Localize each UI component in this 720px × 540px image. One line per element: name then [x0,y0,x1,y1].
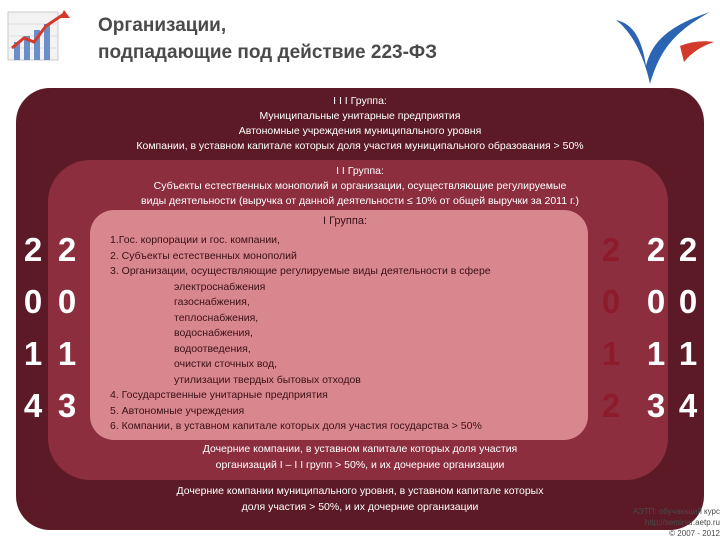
group-1-subitem: водоотведения, [174,342,251,355]
page-title [98,12,437,66]
year-digit: 2 [23,231,43,268]
year-digit: 1 [23,335,43,372]
year-digit: 0 [601,283,621,320]
group-1-item: 1.Гос. корпорации и гос. компании, [110,234,280,246]
group-1-subitem: газоснабжения, [174,296,250,308]
title-line-2: подпадающие под действие 223-ФЗ [98,42,438,63]
daughter-mid-line: Дочерние компании, в уставном капитале которых доля участия [202,443,518,455]
group-1-item: 4. Государственные унитарные предприятия [110,389,328,401]
year-digit: 1 [57,335,77,372]
year-digit: 0 [57,283,77,320]
year-2014-left [22,224,44,432]
year-digit: 4 [23,387,43,424]
daughter-mid-line: организаций I – I I групп > 50%, и их дочерние организации [215,459,505,471]
group-2-line: Субъекты естественных монополий и организации, осуществляющие регулируемые [153,180,567,192]
group-1-subitem: утилизации твердых бытовых отходов [174,373,361,386]
group-2-title: I I Группа: [336,165,384,177]
year-2013-right [645,224,667,432]
group-1-title: I Группа: [322,215,368,227]
growth-chart-icon [6,8,74,68]
group-2-line: виды деятельности (выручка от данной деятельности ≤ 10% от общей выручки за 2011 г.) [141,195,579,207]
group-3-line: Муниципальные унитарные предприятия [259,110,461,122]
year-digit: 0 [23,283,43,320]
group-1-item: 3. Организации, осуществляющие регулируемые виды деятельности в сфере [110,265,491,277]
year-digit: 2 [601,231,621,268]
swoosh-logo-icon [610,6,716,88]
group-1-subitem: электроснабжения [174,280,266,293]
year-digit: 0 [646,283,666,320]
daughter-outer-line: доля участия > 50%, и их дочерние организации [241,501,479,513]
year-digit: 1 [646,335,666,372]
year-2014-right [677,224,699,432]
group-1-subitem: водоснабжения, [174,327,253,339]
year-2013-left [56,224,78,432]
group-1-item: 2. Субъекты естественных монополий [110,249,297,262]
credit-footer [612,506,720,539]
group-3-line: Компании, в уставном капитале которых доля участия муниципального образования > 50% [136,140,584,152]
year-digit: 4 [678,387,698,424]
group-1-subitem: очистки сточных вод, [174,358,278,370]
group-1-list [110,233,580,435]
credit-link[interactable]: http://seminar.aetp.ru [644,518,720,527]
group-1-item: 5. Автономные учреждения [110,404,245,417]
group-3-line: Автономные учреждения муниципального уровня [238,125,482,137]
year-digit: 2 [601,387,621,424]
year-digit: 0 [678,283,698,320]
group-1-item: 6. Компании, в уставном капитале которых доля участия государства > 50% [110,420,482,432]
year-digit: 3 [646,387,666,424]
group-3-title: I I I Группа: [333,95,387,107]
year-digit: 2 [57,231,77,268]
group-3-text [60,94,660,154]
year-2012-right [600,224,622,432]
title-line-1: Организации, [98,15,227,36]
daughter-companies-outer [110,483,610,515]
group-1-subitem: теплоснабжения, [174,311,259,324]
year-digit: 2 [678,231,698,268]
year-digit: 3 [57,387,77,424]
group-2-text [62,164,658,209]
year-digit: 1 [601,335,621,372]
year-digit: 1 [678,335,698,372]
credit-line: © 2007 - 2012 [669,529,720,538]
header [0,0,720,88]
year-digit: 2 [646,231,666,268]
credit-line: АЭТП: обучающий курс [632,507,720,516]
daughter-outer-line: Дочерние компании муниципального уровня, в уставном капитале которых [176,485,544,497]
daughter-companies-mid [150,441,570,473]
